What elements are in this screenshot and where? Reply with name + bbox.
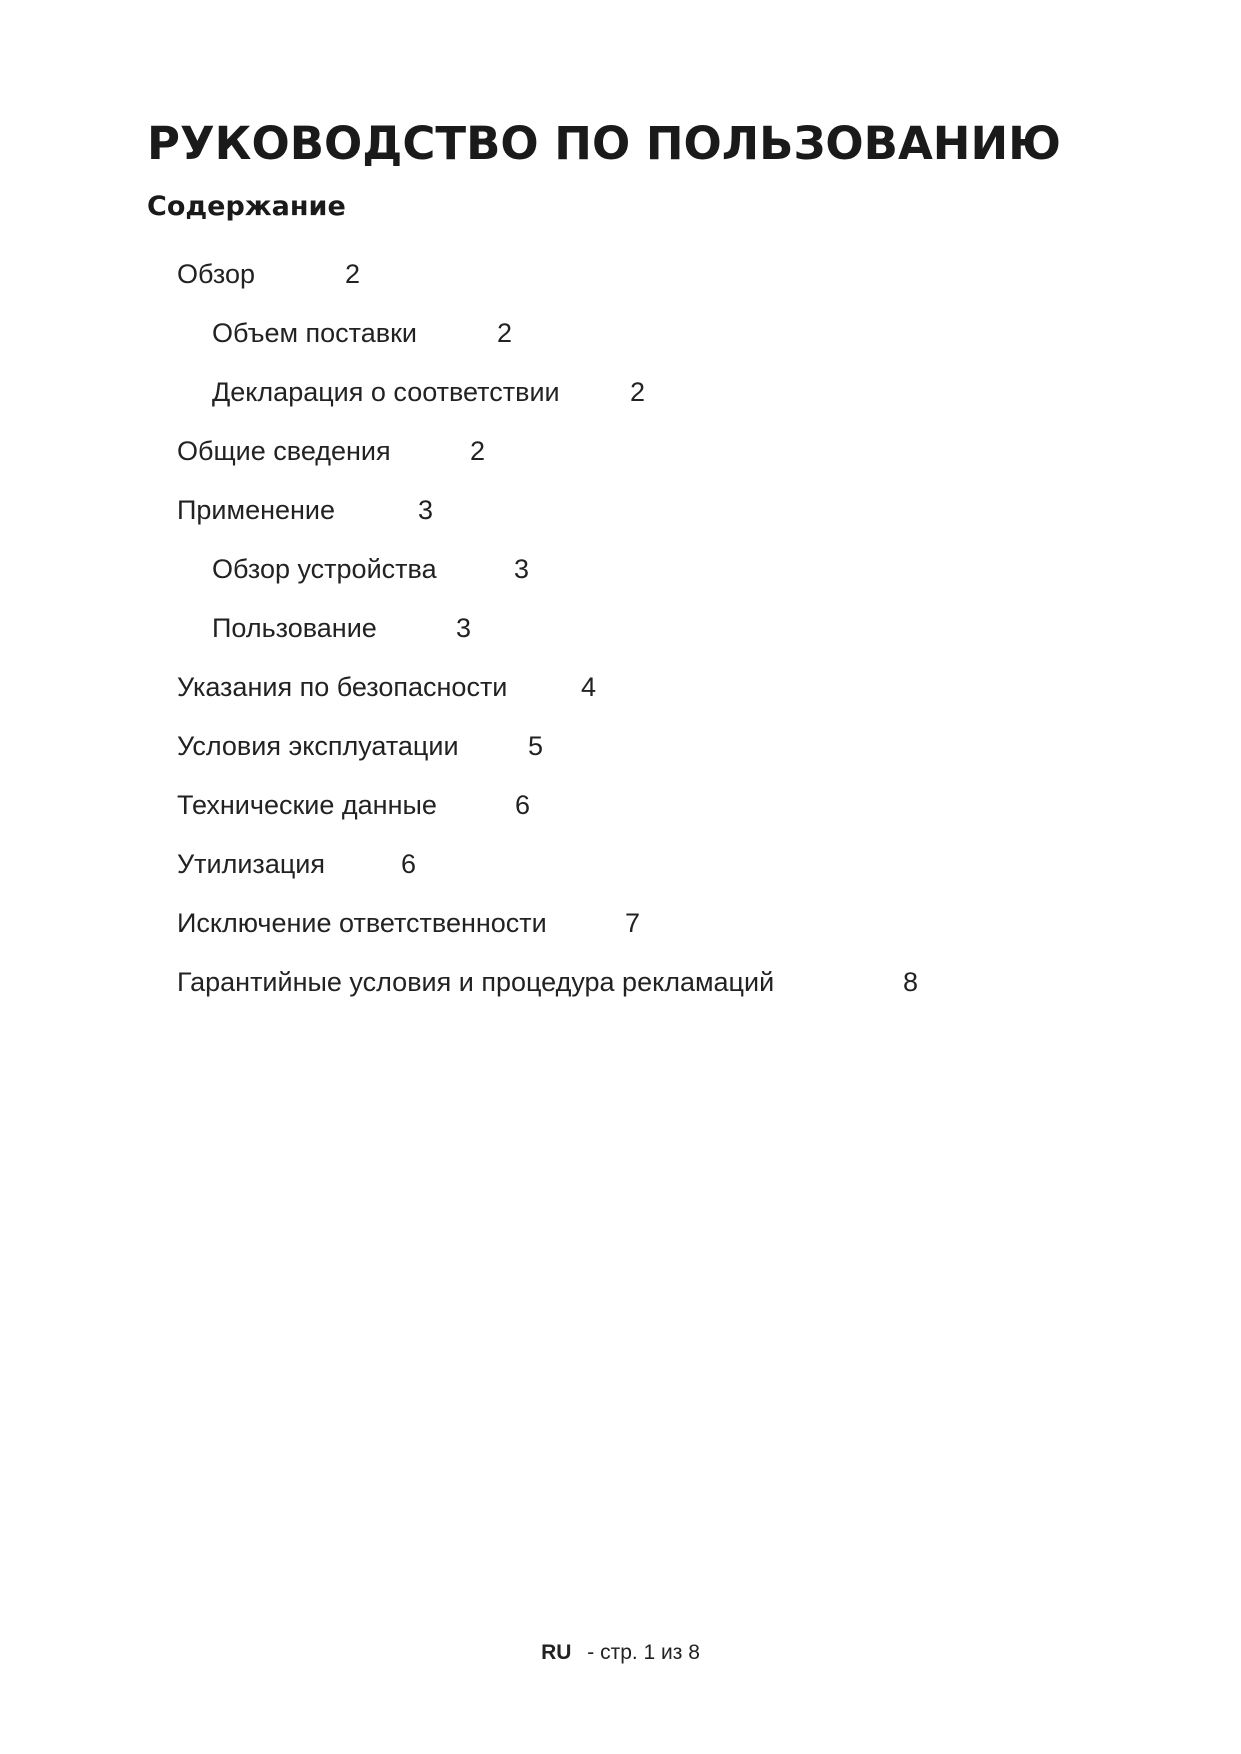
toc-item-title: Технические данные <box>177 790 437 820</box>
toc-item[interactable] <box>177 254 360 294</box>
toc-item-title: Условия эксплуатации <box>177 731 459 761</box>
toc-item[interactable] <box>177 490 433 530</box>
toc-item-page: 7 <box>625 908 641 938</box>
toc-item-title: Обзор устройства <box>212 554 437 584</box>
footer-language: RU <box>541 1641 572 1664</box>
toc-item-page: 6 <box>401 849 417 879</box>
toc-item-title: Пользование <box>212 613 377 643</box>
toc-item-title: Общие сведения <box>177 436 391 466</box>
toc-item-title: Объем поставки <box>212 318 417 348</box>
toc-item-page: 2 <box>345 259 361 289</box>
toc-item-page: 4 <box>581 672 597 702</box>
toc-item-title: Декларация о соответствии <box>212 377 560 407</box>
toc-item[interactable] <box>177 903 640 943</box>
toc-item[interactable] <box>212 608 471 648</box>
toc-item-page: 2 <box>630 377 646 407</box>
toc-item-page: 3 <box>456 613 472 643</box>
toc-item[interactable] <box>177 431 485 471</box>
toc-item-title: Исключение ответственности <box>177 908 547 938</box>
toc-item-page: 3 <box>514 554 530 584</box>
toc-item-page: 2 <box>470 436 486 466</box>
toc-item-title: Утилизация <box>177 849 325 879</box>
toc-item-title: Применение <box>177 495 336 525</box>
toc-item-page: 6 <box>515 790 531 820</box>
toc-item[interactable] <box>177 726 543 766</box>
toc-item-page: 2 <box>497 318 513 348</box>
toc-item[interactable] <box>212 372 645 412</box>
toc-item-title: Гарантийные условия и процедура рекламаций <box>177 967 775 997</box>
toc-heading: Содержание <box>147 191 346 222</box>
toc-item-title: Указания по безопасности <box>177 672 508 702</box>
toc-item[interactable] <box>177 785 530 825</box>
toc-item[interactable] <box>212 549 529 589</box>
toc-item-page: 8 <box>903 967 919 997</box>
toc-item-page: 3 <box>418 495 434 525</box>
footer-page-number: - стр. 1 из 8 <box>587 1641 700 1664</box>
page-footer <box>0 1638 1241 1668</box>
toc-item[interactable] <box>177 667 596 707</box>
toc-item-title: Обзор <box>177 259 255 289</box>
document-title: РУКОВОДСТВО ПО ПОЛЬЗОВАНИЮ <box>147 117 1061 170</box>
toc-item[interactable] <box>212 313 512 353</box>
toc-item[interactable] <box>177 844 416 884</box>
toc-item[interactable] <box>177 962 918 1002</box>
toc-item-page: 5 <box>528 731 544 761</box>
